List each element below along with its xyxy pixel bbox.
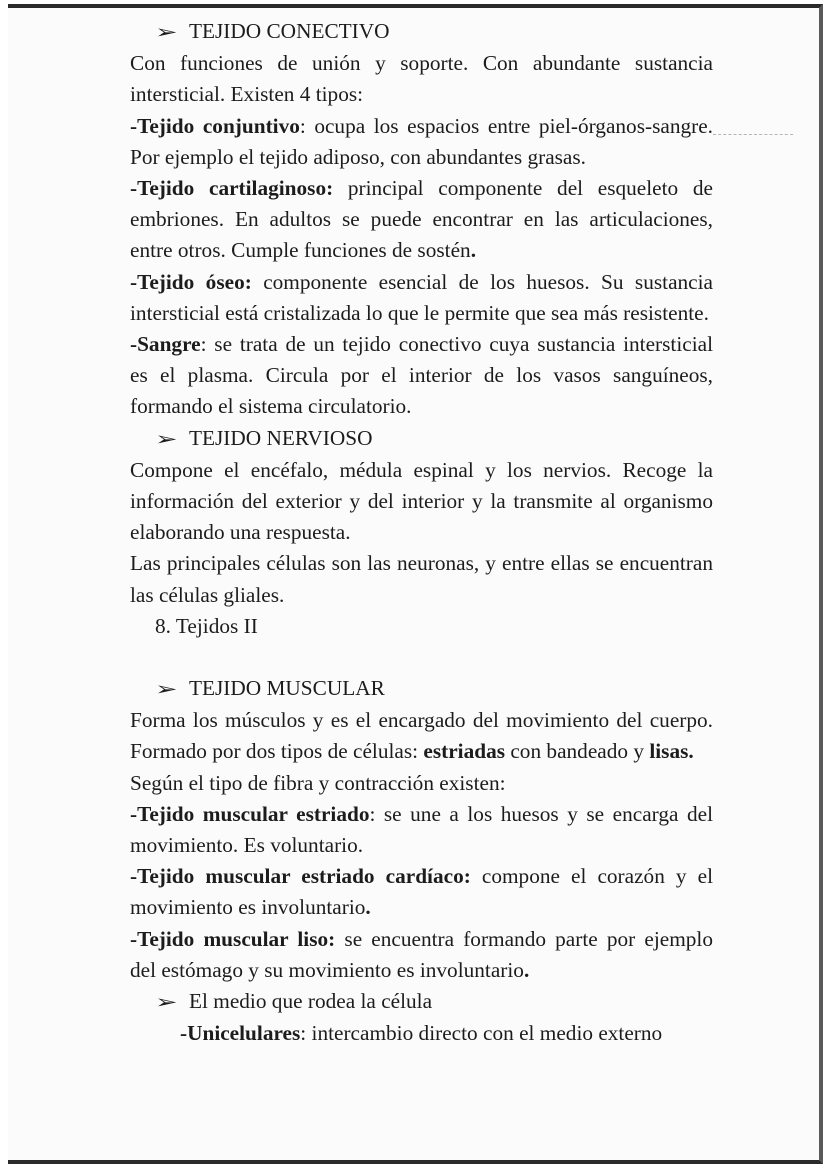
paragraph-muscular-liso: -Tejido muscular liso: se encuentra formando parte por ejemplo del estómago y su movimiento es involuntario. (130, 926, 713, 982)
paragraph-segun: Según el tipo de fibra y contracción existen: (130, 770, 506, 795)
term-muscular-liso: -Tejido muscular liso: (130, 926, 336, 951)
paragraph-muscular-estriado: -Tejido muscular estriado: se une a los huesos y se encarga del movimiento. Es voluntario. (130, 801, 713, 858)
paragraph-muscular-cardiaco: -Tejido muscular estriado cardíaco: compone el corazón y el movimiento es involuntario. (130, 864, 714, 920)
arrowhead-bullet-icon: ➢ (155, 679, 178, 700)
term-tejido-cartilaginoso: -Tejido cartilaginoso: (130, 176, 334, 201)
paragraph-tejido-oseo: -Tejido óseo: componente esencial de los huesos. Su sustancia intersticial está cristalizada lo que le permite que sea más resistente. (130, 269, 713, 325)
scan-artifact-line (713, 134, 793, 135)
term-unicelulares: -Unicelulares (180, 1021, 301, 1046)
term-tejido-oseo: -Tejido óseo: (130, 269, 252, 294)
paragraph-sangre: -Sangre: se trata de un tejido conectivo cuya sustancia intersticial es el plasma. Circula por el interior de los vasos sanguíneos, formando el sistema circulatorio. (130, 332, 713, 419)
arrowhead-bullet-icon: ➢ (155, 428, 178, 449)
paragraph-nervioso-1: Compone el encéfalo, médula espinal y los nervios. Recoge la información del exterior y del interior y la transmite al organismo elaborando una respuesta. (130, 457, 713, 545)
blank-line (130, 642, 713, 673)
document-page (8, 4, 823, 1164)
term-tejido-conjuntivo: -Tejido conjuntivo (130, 113, 300, 138)
arrowhead-bullet-icon: ➢ (155, 992, 178, 1013)
section-number-title: 8. Tejidos II (155, 613, 258, 638)
term-sangre: -Sangre (130, 332, 201, 357)
section-heading-medio: ➢ El medio que rodea la célula (130, 986, 713, 1018)
document-body (130, 16, 713, 1050)
paragraph-muscular-intro: Forma los músculos y es el encargado del movimiento del cuerpo. Formado por dos tipos de células: estriadas con bandeado y lisas. (130, 708, 713, 764)
paragraph-nervioso-2: Las principales células son las neuronas, y entre ellas se encuentran las células gliales. (130, 551, 713, 607)
paragraph-conectivo-intro: Con funciones de unión y soporte. Con abundante sustancia intersticial. Existen 4 tipos: (130, 51, 713, 107)
term-muscular-estriado: -Tejido muscular estriado (130, 801, 370, 826)
arrowhead-bullet-icon: ➢ (155, 22, 178, 42)
term-lisas: lisas. (649, 739, 694, 764)
term-muscular-cardiaco: -Tejido muscular estriado cardíaco: (130, 864, 471, 889)
paragraph-tejido-cartilaginoso: -Tejido cartilaginoso: principal componente del esqueleto de embriones. En adultos se puede encontrar en las articulaciones, entre otros. Cumple funciones de sostén. (130, 176, 713, 263)
paragraph-unicelulares: -Unicelulares: intercambio directo con el medio externo (180, 1021, 663, 1046)
section-heading-nervioso: ➢ TEJIDO NERVIOSO (130, 423, 713, 455)
section-heading-conectivo: ➢ TEJIDO CONECTIVO (130, 16, 713, 48)
term-estriadas: estriadas (423, 739, 506, 764)
paragraph-tejido-conjuntivo: -Tejido conjuntivo: ocupa los espacios entre piel-órganos-sangre. Por ejemplo el tejido adiposo, con abundantes grasas. (130, 113, 713, 169)
section-heading-muscular: ➢ TEJIDO MUSCULAR (130, 673, 713, 705)
